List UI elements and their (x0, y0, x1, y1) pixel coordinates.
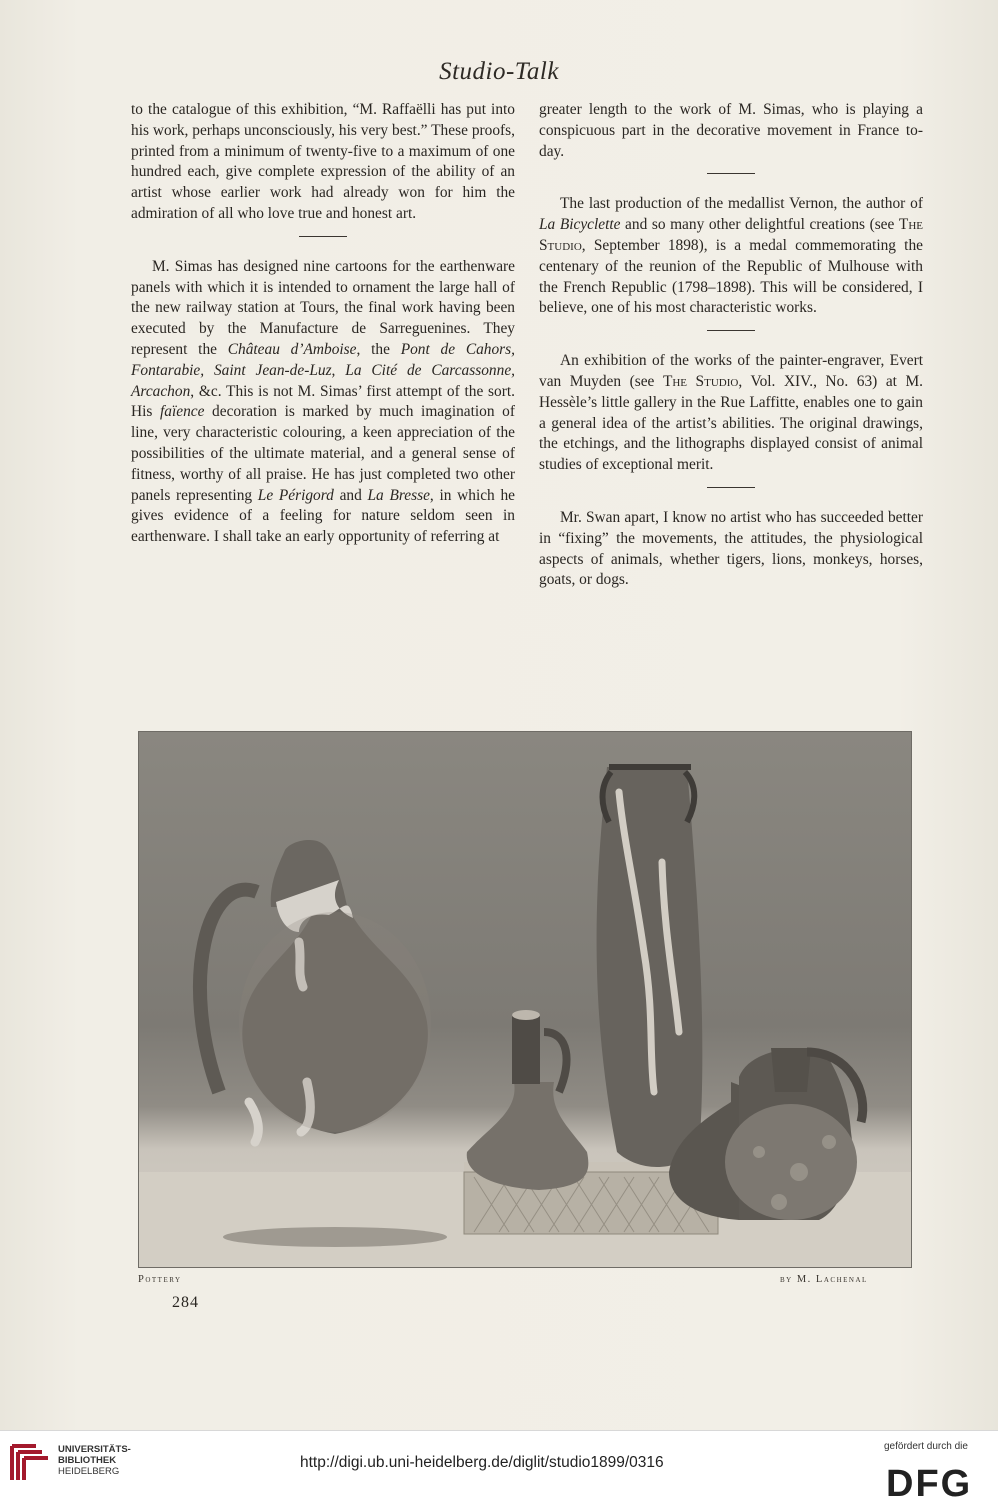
digitization-footer (0, 1430, 998, 1503)
dfg-logo-icon (884, 1461, 984, 1501)
paragraph: M. Simas has designed nine cartoons for the earthenware panels with which it is intended to ornament the large hall of the new railway station at Tours, the final work having been executed by the Manufacture de Sarreguenines. They represent the Château d’Amboise, the Pont de Cahors, Fontarabie, Saint Jean-de-Luz, La Cité de Carcassonne, Arcachon, &c. This is not M. Simas’ first attempt of the sort. His faïence decoration is marked by much imagination of line, very characteristic colouring, a keen appreciation of the possibilities of the ultimate material, and a general sense of fitness, worthy of all praise. He has just completed two other panels representing Le Périgord and La Bresse, in which he gives evidence of a feeling for nature seldom seen in earthenware. I shall take an early opportunity of referring at (131, 257, 515, 546)
paragraph: greater length to the work of M. Simas, who is playing a conspicuous part in the decorative movement in France to-day. (539, 101, 923, 160)
dfg-logo-text: DFG (886, 1463, 973, 1501)
text-column-right (539, 100, 923, 591)
section-divider (707, 330, 755, 331)
figure-caption: Pottery (138, 1274, 182, 1285)
text-column-left (131, 100, 515, 548)
permalink-url[interactable]: http://digi.ub.uni-heidelberg.de/diglit/studio1899/0316 (300, 1454, 664, 1471)
pottery-photograph (138, 731, 912, 1268)
funding-label: gefördert durch die (884, 1441, 968, 1452)
section-divider (299, 236, 347, 237)
page-number: 284 (172, 1294, 199, 1311)
section-divider (707, 487, 755, 488)
section-divider (707, 173, 755, 174)
paragraph: The last production of the medallist Vernon, the author of La Bicyclette and so many other delightful creations (see The Studio, September 1898), is a medal commemorating the centenary of the reunion of the Republic of Mulhouse with the French Republic (1798–1898). This will be considered, I believe, one of his most characteristic works. (539, 195, 923, 317)
library-logo-icon (8, 1440, 52, 1486)
paragraph: An exhibition of the works of the painter-engraver, Evert van Muyden (see The Studio, Vol. XIV., No. 63) at M. Hessèle’s little gallery in the Rue Laffitte, enables one to gain a general idea of the artist’s abilities. The original drawings, the etchings, and the lithographs displayed consist of animal studies of exceptional merit. (539, 352, 924, 474)
figure-credit: by M. Lachenal (780, 1274, 868, 1285)
paragraph: Mr. Swan apart, I know no artist who has succeeded better in “fixing” the movements, the attitudes, the physiological aspects of animals, whether tigers, lions, monkeys, horses, goats, or dogs. (539, 508, 923, 589)
library-name: UNIVERSITÄTS- BIBLIOTHEK HEIDELBERG (58, 1444, 131, 1477)
paragraph: to the catalogue of this exhibition, “M. Raffaëlli has put into his work, perhaps unconsciously, his very best.” These proofs, printed from a minimum of twenty-five to a maximum of one hundred each, give complete expression of the ability of an artist whose earlier work had already won for him the admiration of all who love true and honest art. (131, 101, 515, 222)
running-title: Studio-Talk (439, 58, 559, 85)
